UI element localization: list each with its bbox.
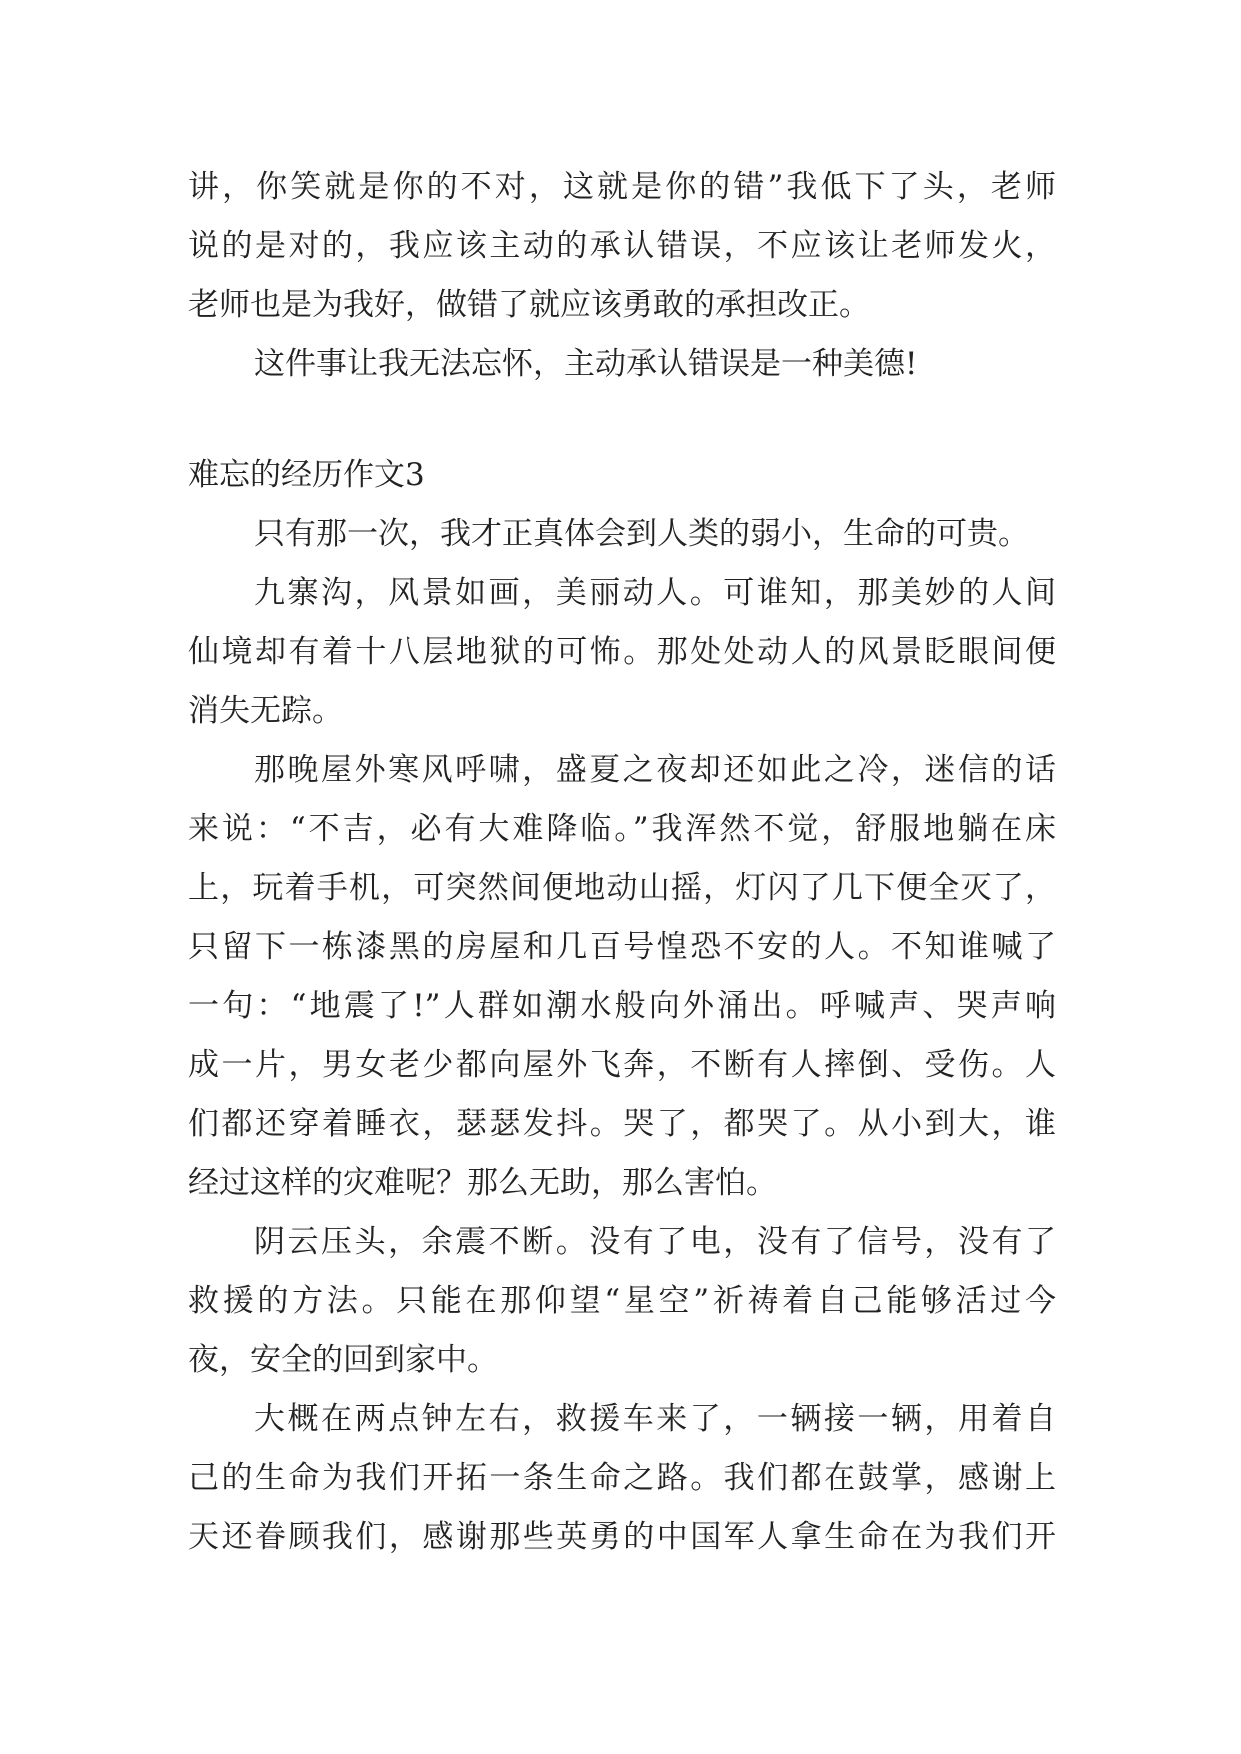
text-line: 这件事让我无法忘怀，主动承认错误是一种美德! [254,346,918,382]
section-title: 难忘的经历作文3 [188,457,425,493]
text-line: 讲，你笑就是你的不对，这就是你的错”我低下了头，老师 [188,169,1056,205]
paragraph [188,741,1056,1213]
text-line: 己的生命为我们开拓一条生命之路。我们都在鼓掌，感谢上 [188,1460,1056,1496]
text-line: 经过这样的灾难呢？那么无助，那么害怕。 [188,1165,777,1201]
paragraph [188,505,1056,564]
text-line: 一句：“地震了!”人群如潮水般向外涌出。呼喊声、哭声响 [188,988,1056,1024]
paragraph [188,158,1056,335]
text-line: 消失无踪。 [188,693,343,729]
paragraph [188,335,1056,394]
text-line: 天还眷顾我们，感谢那些英勇的中国军人拿生命在为我们开 [188,1519,1056,1555]
text-line: 成一片，男女老少都向屋外飞奔，不断有人摔倒、受伤。人 [188,1047,1056,1083]
text-line: 大概在两点钟左右，救援车来了，一辆接一辆，用着自 [254,1401,1056,1437]
paragraph [188,564,1056,741]
text-line: 那晚屋外寒风呼啸，盛夏之夜却还如此之冷，迷信的话 [254,752,1056,788]
text-line: 说的是对的，我应该主动的承认错误，不应该让老师发火， [188,228,1056,264]
text-line: 老师也是为我好，做错了就应该勇敢的承担改正。 [188,287,870,323]
text-line: 夜，安全的回到家中。 [188,1342,498,1378]
paragraph [188,1390,1056,1567]
text-line: 阴云压头，余震不断。没有了电，没有了信号，没有了 [254,1224,1056,1260]
text-line: 只留下一栋漆黑的房屋和几百号惶恐不安的人。不知谁喊了 [188,929,1056,965]
text-line: 们都还穿着睡衣，瑟瑟发抖。哭了，都哭了。从小到大，谁 [188,1106,1056,1142]
text-line: 九寨沟，风景如画，美丽动人。可谁知，那美妙的人间 [254,575,1056,611]
paragraph [188,1213,1056,1390]
text-line: 只有那一次，我才正真体会到人类的弱小，生命的可贵。 [254,516,1029,552]
section-spacer [188,394,1056,446]
document-body [188,158,1056,1567]
text-line: 救援的方法。只能在那仰望“星空”祈祷着自己能够活过今 [188,1283,1056,1319]
text-line: 仙境却有着十八层地狱的可怖。那处处动人的风景眨眼间便 [188,634,1056,670]
text-line: 上，玩着手机，可突然间便地动山摇，灯闪了几下便全灭了， [188,870,1056,906]
text-line: 来说：“不吉，必有大难降临。”我浑然不觉，舒服地躺在床 [188,811,1056,847]
